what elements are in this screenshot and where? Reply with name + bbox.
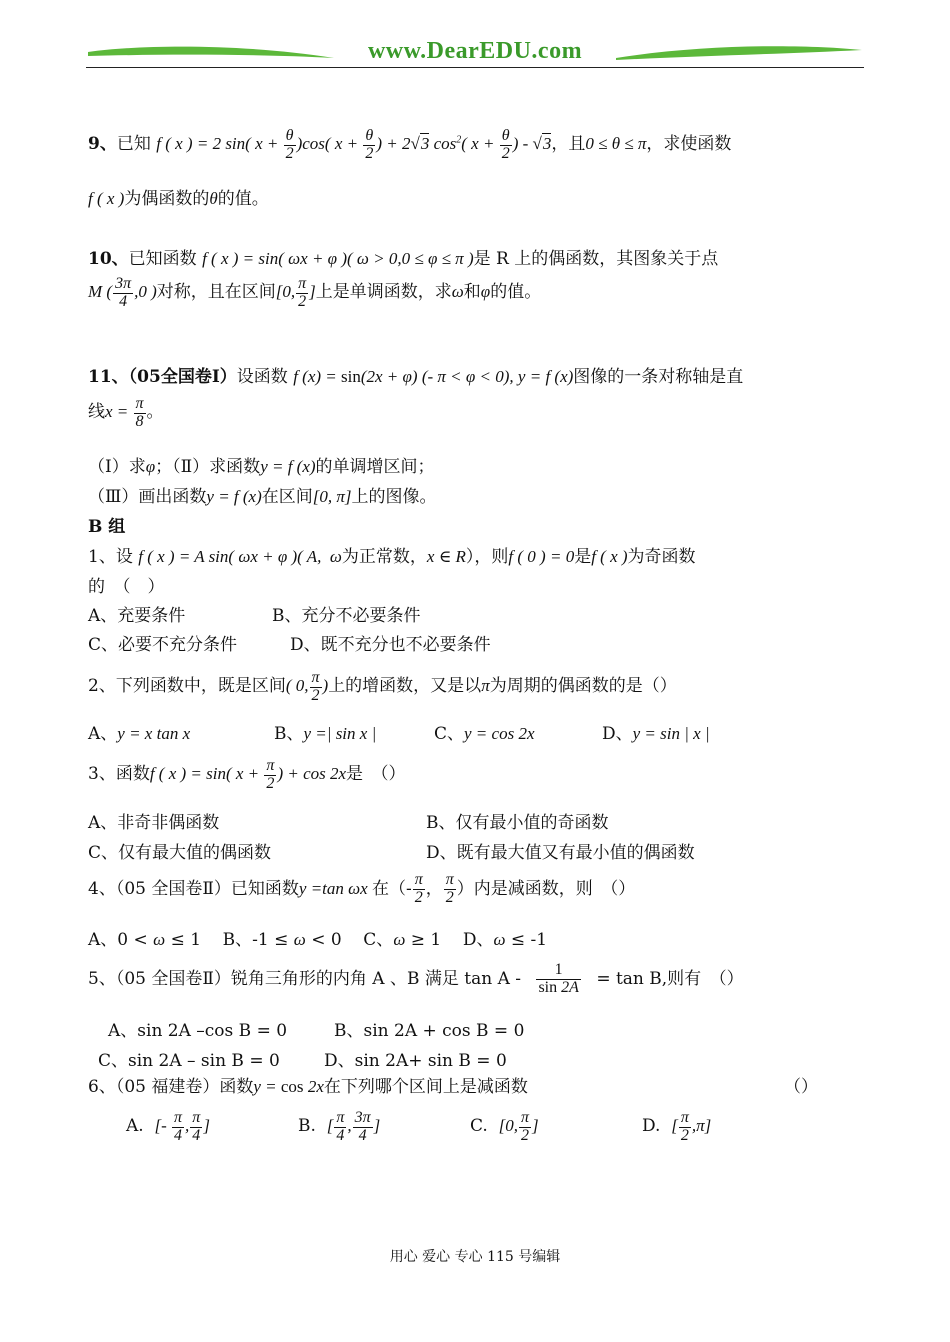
formula: 0 ≤ θ ≤ π: [585, 134, 647, 154]
formula: [- $\frac{\pi}{4}$ , $\frac{\pi}{4}$ ]: [154, 1109, 210, 1144]
question-text: 为正常数，: [341, 547, 427, 567]
question-text: ，且: [551, 134, 586, 155]
formula: y = f (x): [206, 487, 262, 506]
question-text: （Ⅲ）画出函数: [88, 487, 207, 507]
option-label: A、: [88, 724, 118, 744]
header-rule: [86, 67, 864, 68]
b-question-2-option-b: [274, 719, 376, 744]
formula: $\frac{\pi}{2}$: [445, 871, 454, 906]
formula: $\frac{1}{\sin 2A}$: [538, 961, 579, 996]
b-question-1-option-c: C、必要不充分条件: [88, 635, 238, 655]
option-label: D、: [602, 724, 633, 744]
question-11-line-2: [88, 396, 164, 431]
option-label: A、0 <: [88, 930, 148, 950]
page-footer: 用心 爱心 专心 115 号编辑: [389, 1249, 561, 1265]
question-text: 已知函数: [128, 249, 197, 269]
question-text: ，: [425, 878, 443, 899]
option-label: D.: [642, 1116, 661, 1137]
b-question-1-line-1: [88, 542, 696, 567]
b-question-6: [88, 1072, 528, 1097]
b-question-6-option-d: [642, 1110, 711, 1145]
formula: [ $\frac{\pi}{2}$ ,π]: [671, 1109, 712, 1144]
question-11-parts-2: [88, 482, 437, 507]
b-question-2-option-a: [88, 719, 190, 744]
formula: ω: [153, 930, 166, 949]
option-label: D、: [462, 930, 494, 950]
formula: f ( 0 ) = 0: [508, 547, 575, 566]
b-question-3-option-b: B、仅有最小值的奇函数: [426, 813, 609, 833]
question-text: 是 R 上的偶函数，其图象关于点: [473, 249, 719, 269]
question-text: 和: [463, 282, 481, 303]
formula: f ( x ): [591, 547, 628, 566]
formula: θ: [209, 189, 218, 208]
question-text: 已知: [116, 134, 151, 155]
b-question-1-option-d: D、既不充分也不必要条件: [290, 635, 491, 655]
site-logo-text: www.DearEDU.com: [367, 38, 583, 64]
question-text: ），则: [465, 547, 509, 567]
b-question-3: [88, 758, 406, 793]
b-question-2-option-c: [434, 719, 535, 744]
formula: f ( x ) = 2 sin( x + $\frac{\theta}{2}$ )cos( x + $\frac{\theta}{2}$ ) + 2√3 $\cos^2$( x + $\frac{\theta}{2}$ ) - √3: [156, 127, 552, 162]
formula: y = sin | x |: [632, 724, 710, 743]
option-label: B、-1 ≤: [222, 930, 289, 950]
b-question-4-options: [88, 925, 547, 950]
question-number: 10、: [88, 249, 129, 269]
b-question-6-option-b: [298, 1110, 380, 1145]
question-text: 6、（05 福建卷）函数: [88, 1077, 254, 1097]
question-text: 为偶函数的: [124, 189, 210, 209]
option-label: ≤ 1: [170, 930, 202, 950]
formula: f ( x ) = A sin( ωx + φ )( A, ω: [138, 547, 342, 566]
question-11-line-1: [88, 362, 743, 387]
question-text: （Ⅰ）求: [88, 457, 146, 477]
formula: x ∈ R: [426, 547, 466, 566]
formula: ω: [393, 930, 406, 949]
question-text: 的单调增区间；: [315, 457, 435, 477]
question-text: 设函数: [236, 367, 288, 387]
formula: y =tan: [298, 878, 344, 898]
option-label: ≤ -1: [510, 930, 548, 950]
b-question-1-option-b: B、充分不必要条件: [272, 606, 421, 626]
question-text: 为奇函数: [627, 547, 696, 567]
question-text: 2、下列函数中，既是区间: [88, 676, 286, 697]
b-question-5-option-d: D、sin 2A+ sin B = 0: [324, 1051, 507, 1071]
formula: [ $\frac{\pi}{4}$ , $\frac{3\pi}{4}$ ]: [326, 1109, 381, 1144]
question-text: 是: [574, 547, 592, 567]
question-text: 是 （）: [346, 764, 406, 785]
question-text: 在区间: [261, 487, 313, 507]
site-header: [86, 36, 864, 76]
formula: [0, $\frac{\pi}{2}$ ]: [275, 275, 316, 310]
formula: ω: [493, 930, 506, 949]
formula: y = cos 2x: [464, 724, 535, 743]
question-text: 在下列哪个区间上是减函数: [323, 1077, 528, 1097]
formula: y =| sin x |: [303, 724, 377, 743]
option-label: C、: [434, 724, 465, 744]
group-b-title: B 组: [88, 517, 126, 537]
option-label: C、: [363, 930, 394, 950]
question-number: 9、: [88, 134, 117, 155]
question-text: 3、函数: [88, 764, 150, 785]
question-text: 对称，且在区间: [156, 282, 276, 303]
question-text: 上的增函数，又是以: [328, 676, 482, 697]
question-9-line-2: [88, 184, 269, 209]
b-question-1-line-2: 的 （ ）: [88, 577, 165, 597]
question-text: 上是单调函数，求: [315, 282, 452, 303]
formula: [0, $\frac{\pi}{2}$ ]: [498, 1109, 539, 1144]
option-label: < 0: [311, 930, 342, 950]
formula: f ( x ) = sin( ωx + φ )( ω > 0,0 ≤ φ ≤ π ): [202, 249, 474, 268]
question-text: 线: [88, 402, 105, 423]
formula: f ( x ) = sin( x + $\frac{\pi}{2}$ ) + cos 2x: [149, 757, 347, 792]
b-question-3-option-a: A、非奇非偶函数: [88, 813, 220, 833]
option-label: B.: [298, 1116, 316, 1137]
b-question-5-option-b: B、sin 2A + cos B = 0: [334, 1021, 525, 1041]
b-question-6-answer-paren: （）: [784, 1077, 818, 1097]
option-label: B、: [274, 724, 304, 744]
question-text: 。: [146, 402, 164, 423]
question-text: ；（Ⅱ）求函数: [155, 457, 261, 477]
formula: π: [481, 676, 490, 696]
b-question-5: [88, 962, 744, 997]
b-question-3-option-c: C、仅有最大值的偶函数: [88, 843, 272, 863]
question-text: 图像的一条对称轴是直: [573, 367, 744, 387]
question-text: 的值。: [490, 282, 542, 303]
question-11-parts-1: [88, 452, 435, 477]
b-question-3-option-d: D、既有最大值又有最小值的偶函数: [426, 843, 695, 863]
b-question-5-option-a: A、sin 2A –cos B = 0: [108, 1021, 288, 1041]
b-question-5-option-c: C、sin 2A – sin B = 0: [98, 1051, 280, 1071]
b-question-4: [88, 872, 635, 907]
formula: x = $\frac{\pi}{8}$: [105, 395, 144, 430]
b-question-2-option-d: [602, 719, 710, 744]
question-number: 11、（05全国卷Ⅰ）: [88, 367, 237, 387]
formula: ωx: [343, 878, 372, 898]
question-text: 5、（05 全国卷Ⅱ）锐角三角形的内角 A 、B 满足 tan A -: [88, 968, 522, 989]
b-question-1-option-a: A、充要条件: [88, 606, 186, 626]
question-text: 上的图像。: [351, 487, 437, 507]
question-10-line-2: [88, 276, 541, 311]
formula: ( 0, $\frac{\pi}{2}$ ): [285, 669, 329, 704]
formula: φ: [480, 282, 491, 302]
option-label: C.: [470, 1116, 488, 1137]
question-10-line-1: [88, 244, 718, 269]
b-question-6-option-c: [470, 1110, 539, 1145]
option-label: A.: [126, 1116, 144, 1137]
option-label: ≥ 1: [410, 930, 442, 950]
formula: $\frac{\pi}{2}$: [414, 871, 423, 906]
formula: M ( $\frac{3\pi}{4}$ ,0 ): [88, 275, 157, 310]
formula: f ( x ): [88, 189, 125, 208]
question-text: ，求使函数: [646, 134, 732, 155]
question-text: 的值。: [217, 189, 269, 209]
formula: ω: [451, 282, 464, 302]
question-9-line-1: [88, 128, 731, 163]
question-text: 为周期的偶函数的是（）: [489, 676, 677, 697]
question-text: ）内是减函数，则 （）: [456, 878, 636, 899]
formula: f (x) = sin(2x + φ) (- π < φ < 0), y = f (x): [293, 367, 574, 386]
question-text: 1、设: [88, 547, 133, 567]
formula: φ: [145, 457, 156, 476]
b-question-6-option-a: [126, 1110, 210, 1145]
b-question-2: [88, 670, 677, 705]
formula: [0, π]: [312, 487, 352, 506]
formula: y = cos 2x: [253, 1077, 324, 1096]
formula: y = f (x): [260, 457, 316, 476]
formula: ω: [293, 930, 306, 949]
question-text: 在（-: [371, 878, 412, 899]
question-text: = tan B,则有 （）: [596, 968, 744, 989]
formula: y = x tan x: [117, 724, 191, 743]
question-text: 4、（05 全国卷Ⅱ）已知函数: [88, 878, 299, 899]
